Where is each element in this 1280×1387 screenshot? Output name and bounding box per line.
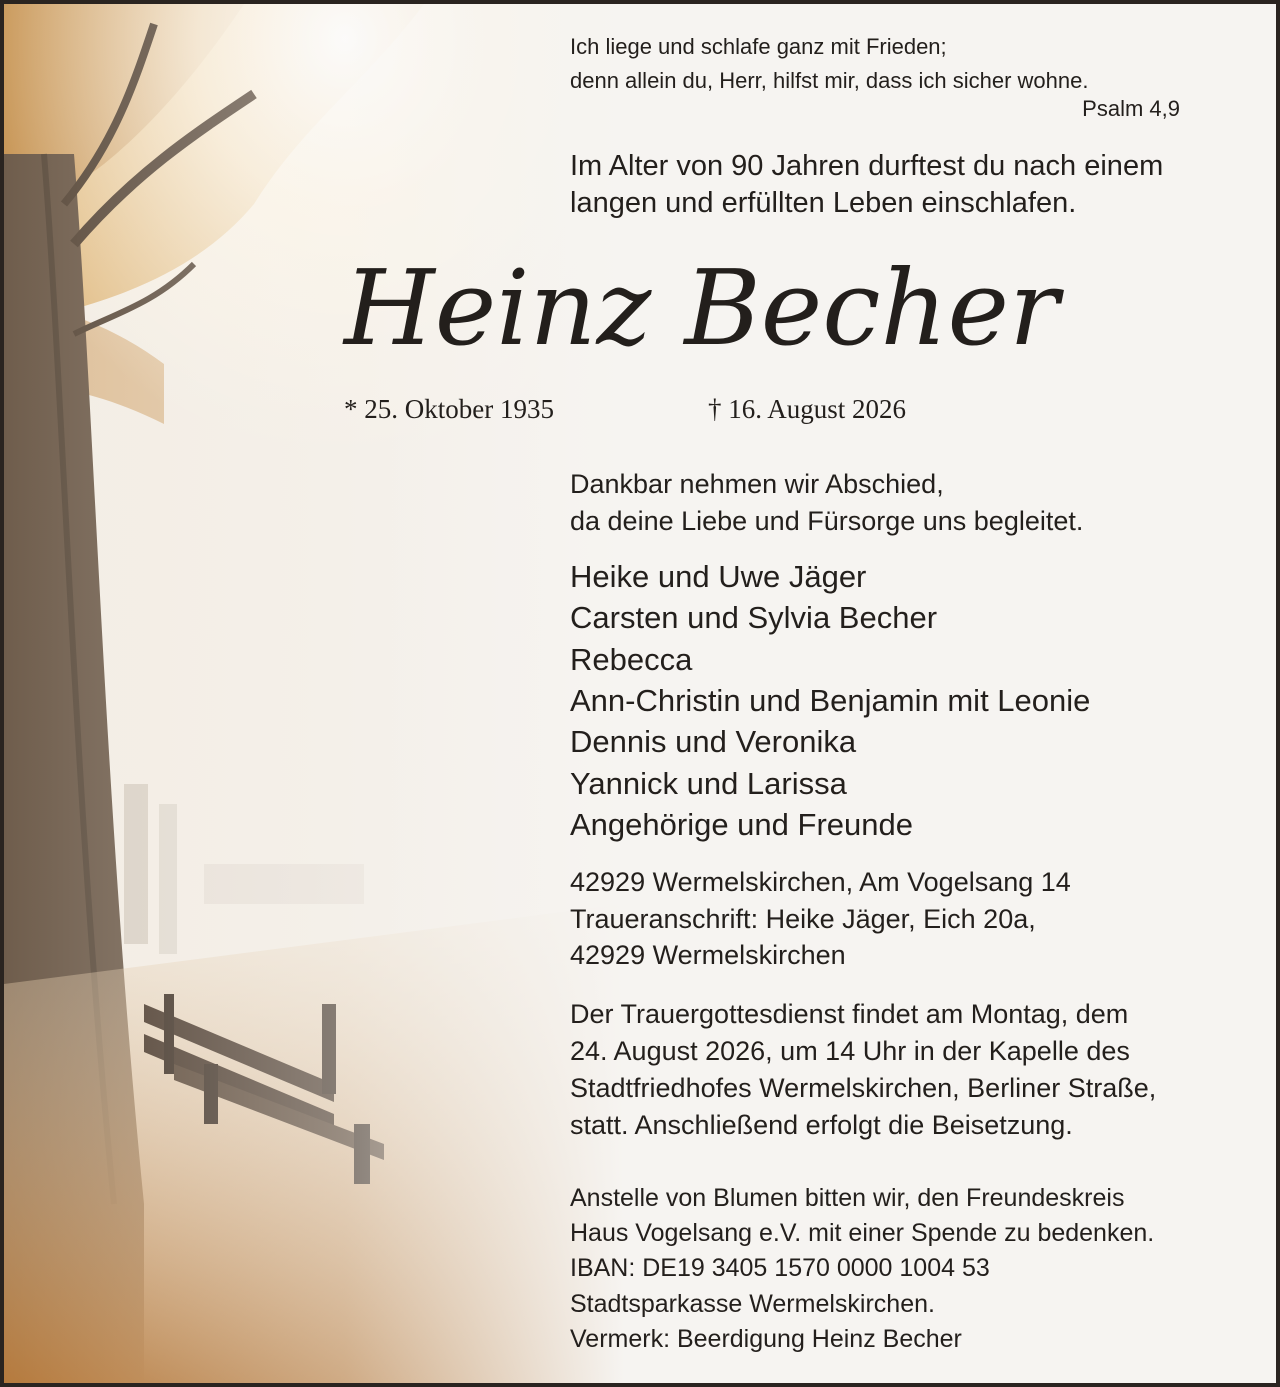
address-line-2: Traueranschrift: Heike Jäger, Eich 20a, — [570, 904, 1036, 934]
intro-line-1: Im Alter von 90 Jahren durftest du nach einem — [570, 150, 1164, 182]
name-signature — [334, 236, 1059, 386]
mourner-name: Dennis und Veronika — [570, 724, 857, 759]
donation-line-1: Anstelle von Blumen bitten wir, den Freundeskreis — [570, 1184, 1125, 1212]
mourner-name: Carsten und Sylvia Becher — [570, 600, 938, 635]
farewell-line-2: da deine Liebe und Fürsorge uns begleitet. — [570, 506, 1084, 536]
birth-date: * 25. Oktober 1935 — [344, 394, 554, 424]
death-date: † 16. August 2026 — [708, 394, 907, 424]
service-line-2: 24. August 2026, um 14 Uhr in der Kapelle des — [570, 1036, 1130, 1066]
donation-reference: Vermerk: Beerdigung Heinz Becher — [570, 1325, 962, 1353]
deceased-name: Heinz Becher — [344, 247, 1059, 369]
mourner-name: Rebecca — [570, 642, 693, 677]
service-line-4: statt. Anschließend erfolgt die Beisetzung. — [570, 1110, 1073, 1140]
mourner-name: Angehörige und Freunde — [570, 807, 913, 842]
address-line-3: 42929 Wermelskirchen — [570, 940, 846, 970]
psalm-line-1: Ich liege und schlafe ganz mit Frieden; — [570, 34, 947, 59]
iban: IBAN: DE19 3405 1570 0000 1004 53 — [570, 1254, 990, 1282]
service-line-3: Stadtfriedhofes Wermelskirchen, Berliner Straße, — [570, 1073, 1157, 1103]
intro-line-2: langen und erfüllten Leben einschlafen. — [570, 187, 1077, 219]
mourner-name: Heike und Uwe Jäger — [570, 559, 867, 594]
mourner-name: Ann-Christin und Benjamin mit Leonie — [570, 683, 1091, 718]
farewell-line-1: Dankbar nehmen wir Abschied, — [570, 469, 944, 499]
bank-name: Stadtsparkasse Wermelskirchen. — [570, 1290, 935, 1318]
autumn-park-image — [4, 4, 624, 1383]
psalm-reference: Psalm 4,9 — [1082, 96, 1180, 121]
psalm-line-2: denn allein du, Herr, hilfst mir, dass ich sicher wohne. — [570, 68, 1089, 93]
address-line-1: 42929 Wermelskirchen, Am Vogelsang 14 — [570, 867, 1071, 897]
mourner-name: Yannick und Larissa — [570, 766, 847, 801]
service-line-1: Der Trauergottesdienst findet am Montag, dem — [570, 999, 1129, 1029]
donation-line-2: Haus Vogelsang e.V. mit einer Spende zu bedenken. — [570, 1219, 1155, 1247]
